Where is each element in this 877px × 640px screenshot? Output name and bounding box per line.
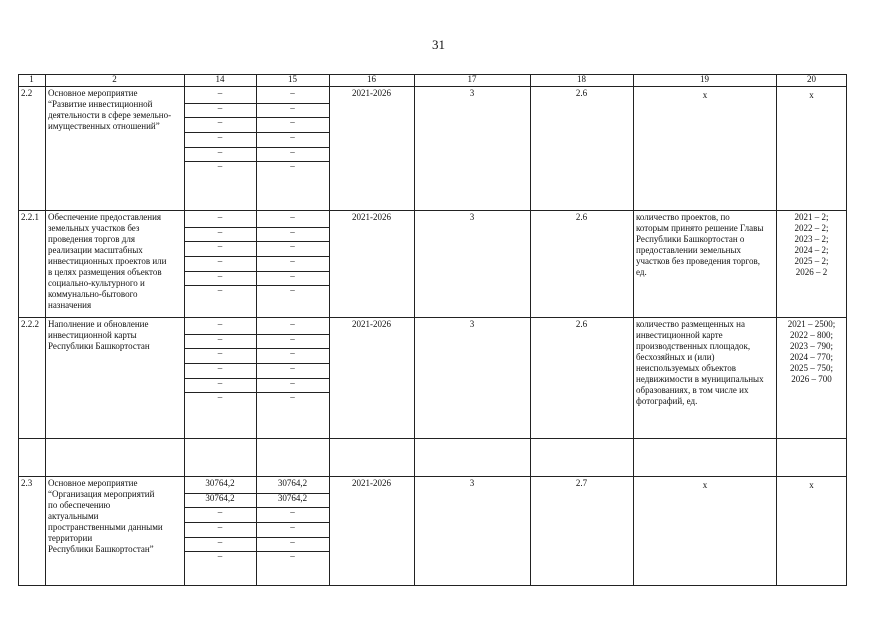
col18-value: 2.6	[575, 319, 588, 329]
target-values: 2021 – 2; 2022 – 2; 2023 – 2; 2024 – 2; 2025 – 2; 2026 – 2	[794, 212, 829, 277]
funding-col15-value: –	[290, 348, 295, 358]
funding-col14-value: –	[217, 363, 223, 373]
funding-col14-value: –	[217, 132, 223, 142]
target-values: х	[809, 90, 814, 100]
row-divider	[18, 317, 847, 318]
header-divider	[18, 86, 847, 87]
target-values: 2021 – 2500; 2022 – 800; 2023 – 790; 2024 – 770; 2025 – 750; 2026 – 700	[787, 319, 836, 384]
column-header: 15	[288, 74, 297, 84]
col17-value: 3	[469, 319, 475, 329]
row-divider	[18, 438, 847, 439]
row-number: 2.2.1	[21, 212, 39, 222]
funding-col14-value: –	[217, 256, 223, 266]
funding-col15-value: –	[290, 227, 295, 237]
funding-col15-value: –	[290, 147, 295, 157]
funding-col14-value: –	[217, 147, 223, 157]
funding-col15-value: –	[290, 334, 295, 344]
row-number: 2.2	[21, 88, 33, 98]
funding-col14-value: –	[217, 117, 223, 127]
col18-value: 2.6	[575, 212, 588, 222]
funding-col14-value: –	[217, 334, 223, 344]
column-header: 19	[700, 74, 709, 84]
column-header: 16	[367, 74, 376, 84]
row-name: Обеспечение предоставления земельных участков без проведения торгов для реализации масштабных инвестиционных проектов или в целях размещения объектов социально-культурного и коммунально-бытового назначения	[48, 212, 167, 310]
funding-col15-value: –	[290, 319, 295, 329]
column-divider	[18, 74, 19, 586]
column-divider	[530, 74, 531, 586]
funding-col15-value: –	[290, 241, 295, 251]
row-number: 2.3	[21, 478, 33, 488]
funding-col14-value: –	[217, 212, 223, 222]
indicator-text: х	[702, 90, 708, 100]
funding-col14-value: –	[217, 241, 223, 251]
funding-col15-value: –	[290, 537, 295, 547]
column-header: 17	[467, 74, 477, 84]
col18-value: 2.6	[575, 88, 588, 98]
funding-col14-value: –	[217, 319, 223, 329]
funding-col15-value: –	[290, 88, 295, 98]
period: 2021-2026	[352, 212, 391, 222]
funding-col15-value: –	[290, 363, 295, 373]
funding-col15-value: –	[290, 507, 295, 517]
funding-col14-value: –	[217, 378, 223, 388]
funding-col14-value: –	[217, 392, 223, 402]
row-name: Основное мероприятие “Организация мероприятий по обеспечению актуальными пространственными данными территории Республики Башкортостан”	[48, 478, 163, 554]
funding-col15-value: –	[290, 132, 295, 142]
indicator-text: количество проектов, по которым принято решение Главы Республики Башкортостан о предоставлении земельных участков без проведения торгов, ед.	[636, 212, 764, 277]
column-header: 18	[577, 74, 586, 84]
funding-col14-value: –	[217, 285, 223, 295]
funding-col14-value: –	[217, 348, 223, 358]
row-name: Наполнение и обновление инвестиционной карты Республики Башкортостан	[48, 319, 150, 351]
funding-col15-value: –	[290, 271, 295, 281]
column-divider	[414, 74, 415, 586]
table-border-bottom	[18, 585, 847, 586]
funding-col14-value: 30764,2	[205, 493, 235, 503]
funding-col15-value: –	[290, 522, 295, 532]
column-header: 2	[112, 74, 117, 84]
funding-col14-value: –	[217, 537, 223, 547]
column-header: 20	[807, 74, 816, 84]
row-name: Основное мероприятие “Развитие инвестиционной деятельности в сфере земельно- имущественных отношений”	[48, 88, 172, 131]
target-values: х	[809, 480, 814, 490]
page-number: 31	[432, 37, 445, 52]
program-table	[18, 74, 847, 586]
funding-col15-value: –	[290, 117, 295, 127]
funding-col15-value: –	[290, 392, 295, 402]
row-number: 2.2.2	[21, 319, 39, 329]
funding-col15-value: –	[290, 378, 295, 388]
funding-col14-value: –	[217, 271, 223, 281]
funding-col15-value: –	[290, 285, 295, 295]
col17-value: 3	[469, 478, 475, 488]
indicator-text: х	[702, 480, 708, 490]
funding-col15-value: –	[290, 212, 295, 222]
column-divider	[633, 74, 634, 586]
period: 2021-2026	[352, 478, 391, 488]
funding-col15-value: 30764,2	[277, 493, 308, 503]
period: 2021-2026	[352, 88, 391, 98]
funding-col14-value: –	[217, 88, 223, 98]
column-header: 14	[215, 74, 225, 84]
column-divider	[329, 74, 330, 586]
funding-col14-value: –	[217, 227, 223, 237]
col18-value: 2.7	[575, 478, 588, 488]
row-divider	[18, 210, 847, 211]
funding-col14-value: –	[217, 551, 223, 561]
funding-col15-value: –	[290, 103, 295, 113]
column-divider	[45, 74, 46, 586]
row-divider	[18, 476, 847, 477]
col17-value: 3	[469, 88, 475, 98]
funding-col15-value: –	[290, 256, 295, 266]
period: 2021-2026	[352, 319, 391, 329]
funding-col14-value: –	[217, 522, 223, 532]
funding-col15-value: –	[290, 161, 295, 171]
funding-col14-value: 30764,2	[205, 478, 235, 488]
col17-value: 3	[469, 212, 475, 222]
column-header: 1	[29, 74, 34, 84]
funding-col15-value: –	[290, 551, 295, 561]
funding-col14-value: –	[217, 103, 223, 113]
funding-col14-value: –	[217, 507, 223, 517]
funding-col14-value: –	[217, 161, 223, 171]
indicator-text: количество размещенных на инвестиционной карте производственных площадок, бесхозяйных и (или) неиспользуемых объектов недвижимости в муниципальных образованиях, в том числе их фотографий, ед.	[636, 319, 764, 406]
funding-col15-value: 30764,2	[277, 478, 308, 488]
